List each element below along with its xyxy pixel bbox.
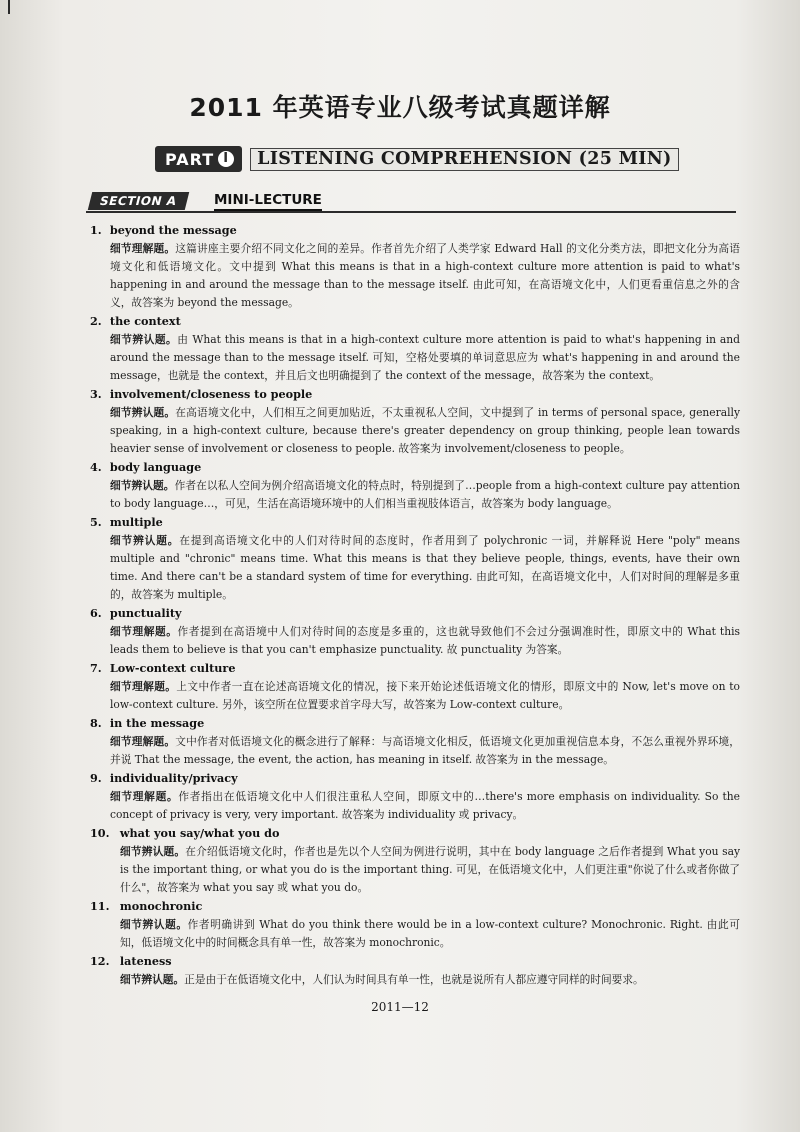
section-header (86, 192, 736, 214)
question-number: 12. (90, 954, 110, 968)
question-explanation (110, 240, 740, 312)
question-explanation (110, 477, 740, 513)
section-title: MINI-LECTURE (214, 192, 322, 211)
question-type-label: 细节辨认题。 (110, 534, 180, 547)
question-answer: monochronic (119, 899, 203, 913)
explanation-text: 在高语境文化中，人们相互之间更加贴近，不太重视私人空间，文中提到了 in terms of personal space, generally speaking, in a high-context culture, because there's greater dependency on group thinking, people lean towards heavier sense of involvement or closeness to people. 故答案为 involvement/closeness to people。 (110, 406, 740, 455)
answer-explanations (90, 221, 740, 989)
question-answer: what you say/what you do (119, 826, 280, 840)
question-answer: involvement/closeness to people (109, 387, 313, 401)
question-number: 2. (90, 314, 102, 328)
question-item (90, 952, 740, 989)
question-explanation (110, 623, 740, 659)
question-answer: Low-context culture (109, 661, 236, 675)
question-item (90, 659, 740, 714)
explanation-text: 作者提到在高语境中人们对待时间的态度是多重的，这也就导致他们不会过分强调准时性，即原文中的 What this leads them to believe is that you can't emphasize punctuality. 故 punctuality 为答案。 (110, 625, 740, 656)
question-type-label: 细节辨认题。 (120, 973, 185, 986)
explanation-text: 作者在以私人空间为例介绍高语境文化的特点时，特别提到了…people from a high-context culture pay attention to body language…，可见，生活在高语境环境中的人们相当重视肢体语言，故答案为 body language。 (110, 479, 740, 510)
part-title: LISTENING COMPREHENSION (25 MIN) (250, 148, 678, 171)
page-title: 2011 年英语专业八级考试真题详解 (189, 93, 611, 122)
explanation-text: 上文中作者一直在论述高语境文化的情况，接下来开始论述低语境文化的情形，即原文中的 Now, let's move on to low-context culture. 另外，该空所在位置要求首字母大写，故答案为 Low-context culture。 (110, 680, 740, 711)
explanation-text: 由 What this means is that in a high-context culture more attention is paid to what's happening in and around the message than to the message itself. 可知，空格处要填的单词意思应为 what's happening in and around the message，也就是 the context，并且后文也明确提到了 the context of the message，故答案为 the context。 (110, 333, 740, 382)
question-item (90, 824, 740, 897)
part-header (155, 147, 679, 171)
question-item (90, 385, 740, 458)
question-answer: the context (109, 314, 181, 328)
question-type-label: 细节理解题。 (110, 680, 177, 693)
question-item (90, 221, 740, 312)
question-explanation (110, 532, 740, 604)
question-item (90, 513, 740, 604)
question-number: 7. (90, 661, 102, 675)
explanation-text: 文中作者对低语境文化的概念进行了解释：与高语境文化相反，低语境文化更加重视信息本身，不怎么重视外界环境，并说 That the message, the event, the action, has meaning in itself. 故答案为 in the message。 (110, 735, 740, 766)
part-label: PART (165, 149, 215, 169)
question-item (90, 458, 740, 513)
explanation-text: 在介绍低语境文化时，作者也是先以个人空间为例进行说明，其中在 body language 之后作者提到 What you say is the important thing, or what you do is the important thing. 可见，在低语境文化中，人们更注重"你说了什么或者你做了什么"，故答案为 what you say 或 what you do。 (120, 845, 740, 894)
question-answer: individuality/privacy (109, 771, 238, 785)
explanation-text: 正是由于在低语境文化中，人们认为时间具有单一性，也就是说所有人都应遵守同样的时间要求。 (184, 973, 644, 986)
question-type-label: 细节理解题。 (110, 790, 179, 803)
question-explanation (110, 788, 740, 824)
question-number: 1. (90, 223, 102, 237)
question-number: 6. (90, 606, 102, 620)
question-number: 9. (90, 771, 102, 785)
question-type-label: 细节辨认题。 (110, 479, 175, 492)
question-explanation (120, 843, 740, 897)
question-item (90, 312, 740, 385)
question-answer: punctuality (109, 606, 182, 620)
question-number: 8. (90, 716, 102, 730)
question-type-label: 细节辨认题。 (120, 845, 186, 858)
question-explanation (110, 678, 740, 714)
question-type-label: 细节辨认题。 (110, 333, 178, 346)
question-type-label: 细节辨认题。 (120, 918, 188, 931)
question-type-label: 细节理解题。 (110, 735, 176, 748)
question-type-label: 细节理解题。 (110, 625, 178, 638)
question-answer: lateness (119, 954, 172, 968)
part-number: I (218, 151, 234, 167)
question-item (90, 897, 740, 952)
page-number: 2011—12 (371, 1000, 429, 1014)
question-explanation (110, 733, 740, 769)
explanation-text: 这篇讲座主要介绍不同文化之间的差异。作者首先介绍了人类学家 Edward Hall 的文化分类方法，即把文化分为高语境文化和低语境文化。文中提到 What this means is that in a high-context culture more attention is paid to what's happening in and around the message than to the message itself. 由此可知，在高语境文化中，人们更看重信息之外的含义，故答案为 beyond the message。 (110, 242, 740, 309)
question-number: 4. (90, 460, 102, 474)
question-item (90, 769, 740, 824)
question-item (90, 604, 740, 659)
question-answer: multiple (109, 515, 163, 529)
question-number: 11. (90, 899, 110, 913)
question-explanation (120, 916, 740, 952)
question-answer: beyond the message (109, 223, 237, 237)
question-answer: body language (109, 460, 202, 474)
question-explanation (120, 971, 740, 989)
question-number: 3. (90, 387, 102, 401)
part-tag (155, 146, 242, 172)
question-number: 5. (90, 515, 102, 529)
question-number: 10. (90, 826, 110, 840)
question-answer: in the message (109, 716, 205, 730)
scan-mark (8, 0, 10, 14)
section-tag: SECTION A (88, 192, 189, 210)
question-explanation (110, 404, 740, 458)
question-type-label: 细节辨认题。 (110, 406, 176, 419)
question-explanation (110, 331, 740, 385)
explanation-text: 在提到高语境文化中的人们对待时间的态度时，作者用到了 polychronic 一词，并解释说 Here "poly" means multiple and "chronic" means time. What this means is that they believe people, things, events, have their own time. And there can't be a standard system of time for everything. 由此可知，在高语境文化中，人们对时间的理解是多重的，故答案为 multiple。 (110, 534, 740, 601)
question-item (90, 714, 740, 769)
section-divider (86, 211, 736, 213)
question-type-label: 细节理解题。 (110, 242, 176, 255)
explanation-text: 作者指出在低语境文化中人们很注重私人空间，即原文中的…there's more emphasis on individuality. So the concept of privacy is very, very important. 故答案为 individuality 或 privacy。 (110, 790, 740, 821)
explanation-text: 作者明确讲到 What do you think there would be in a low-context culture? Monochronic. Right. 由此可知，低语境文化中的时间概念具有单一性，故答案为 monochronic。 (120, 918, 740, 949)
